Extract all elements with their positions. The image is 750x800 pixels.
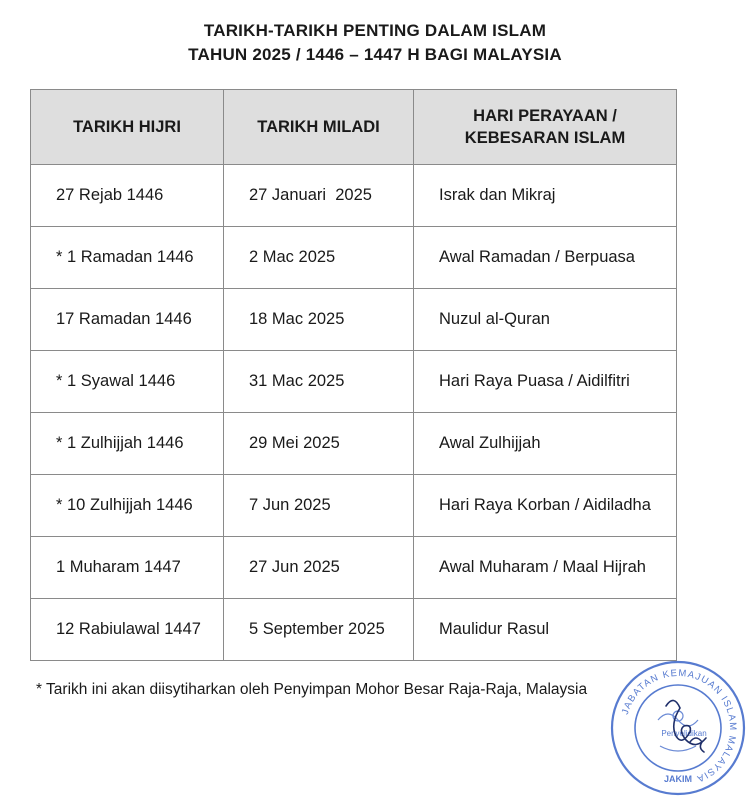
celebration-cell: Awal Ramadan / Berpuasa [414, 227, 677, 289]
hijri-date-cell: * 1 Ramadan 1446 [31, 227, 224, 289]
gregorian-date-cell: 5 September 2025 [224, 599, 414, 661]
celebration-cell: Awal Zulhijjah [414, 413, 677, 475]
hijri-date-cell: * 1 Syawal 1446 [31, 351, 224, 413]
jakim-official-stamp [608, 658, 748, 798]
handwritten-signature [666, 700, 706, 752]
stamp-ring-text: JABATAN KEMAJUAN ISLAM MALAYSIA [619, 667, 739, 785]
table-row [31, 289, 677, 351]
stamp-bottom-text: JAKIM [663, 774, 693, 784]
table-row [31, 227, 677, 289]
gregorian-date-cell: 27 Januari 2025 [224, 165, 414, 227]
header-hijri-date: TARIKH HIJRI [31, 90, 224, 165]
hijri-date-cell: * 1 Zulhijjah 1446 [31, 413, 224, 475]
table-row [31, 165, 677, 227]
celebration-cell: Awal Muharam / Maal Hijrah [414, 537, 677, 599]
celebration-cell: Nuzul al-Quran [414, 289, 677, 351]
hijri-date-cell: 12 Rabiulawal 1447 [31, 599, 224, 661]
important-dates-table [30, 89, 677, 661]
header-celebration [414, 90, 677, 165]
hijri-date-cell: 17 Ramadan 1446 [31, 289, 224, 351]
document-title-line-1: TARIKH-TARIKH PENTING DALAM ISLAM [203, 21, 547, 40]
footnote: * Tarikh ini akan diisytiharkan oleh Penyimpan Mohor Besar Raja-Raja, Malaysia [36, 681, 588, 698]
hijri-date-cell: * 10 Zulhijjah 1446 [31, 475, 224, 537]
gregorian-date-cell: 29 Mei 2025 [224, 413, 414, 475]
celebration-cell: Hari Raya Korban / Aidiladha [414, 475, 677, 537]
table-row [31, 599, 677, 661]
celebration-cell: Israk dan Mikraj [414, 165, 677, 227]
header-celebration-line-2: KEBESARAN ISLAM [464, 129, 626, 147]
gregorian-date-cell: 18 Mac 2025 [224, 289, 414, 351]
gregorian-date-cell: 27 Jun 2025 [224, 537, 414, 599]
table-header-row [31, 90, 677, 165]
table-row [31, 413, 677, 475]
table-row [31, 475, 677, 537]
header-gregorian-date: TARIKH MILADI [224, 90, 414, 165]
celebration-cell: Hari Raya Puasa / Aidilfitri [414, 351, 677, 413]
hijri-date-cell: 27 Rejab 1446 [31, 165, 224, 227]
gregorian-date-cell: 7 Jun 2025 [224, 475, 414, 537]
stamp-inner-ring [635, 685, 721, 771]
table-row [31, 351, 677, 413]
document-title-line-2: TAHUN 2025 / 1446 – 1447 H BAGI MALAYSIA [188, 45, 562, 64]
header-celebration-line-1: HARI PERAYAAN / [473, 107, 617, 125]
stamp-center-text: Penyelidikan [661, 729, 707, 738]
celebration-cell: Maulidur Rasul [414, 599, 677, 661]
hijri-date-cell: 1 Muharam 1447 [31, 537, 224, 599]
gregorian-date-cell: 31 Mac 2025 [224, 351, 414, 413]
gregorian-date-cell: 2 Mac 2025 [224, 227, 414, 289]
table-row [31, 537, 677, 599]
